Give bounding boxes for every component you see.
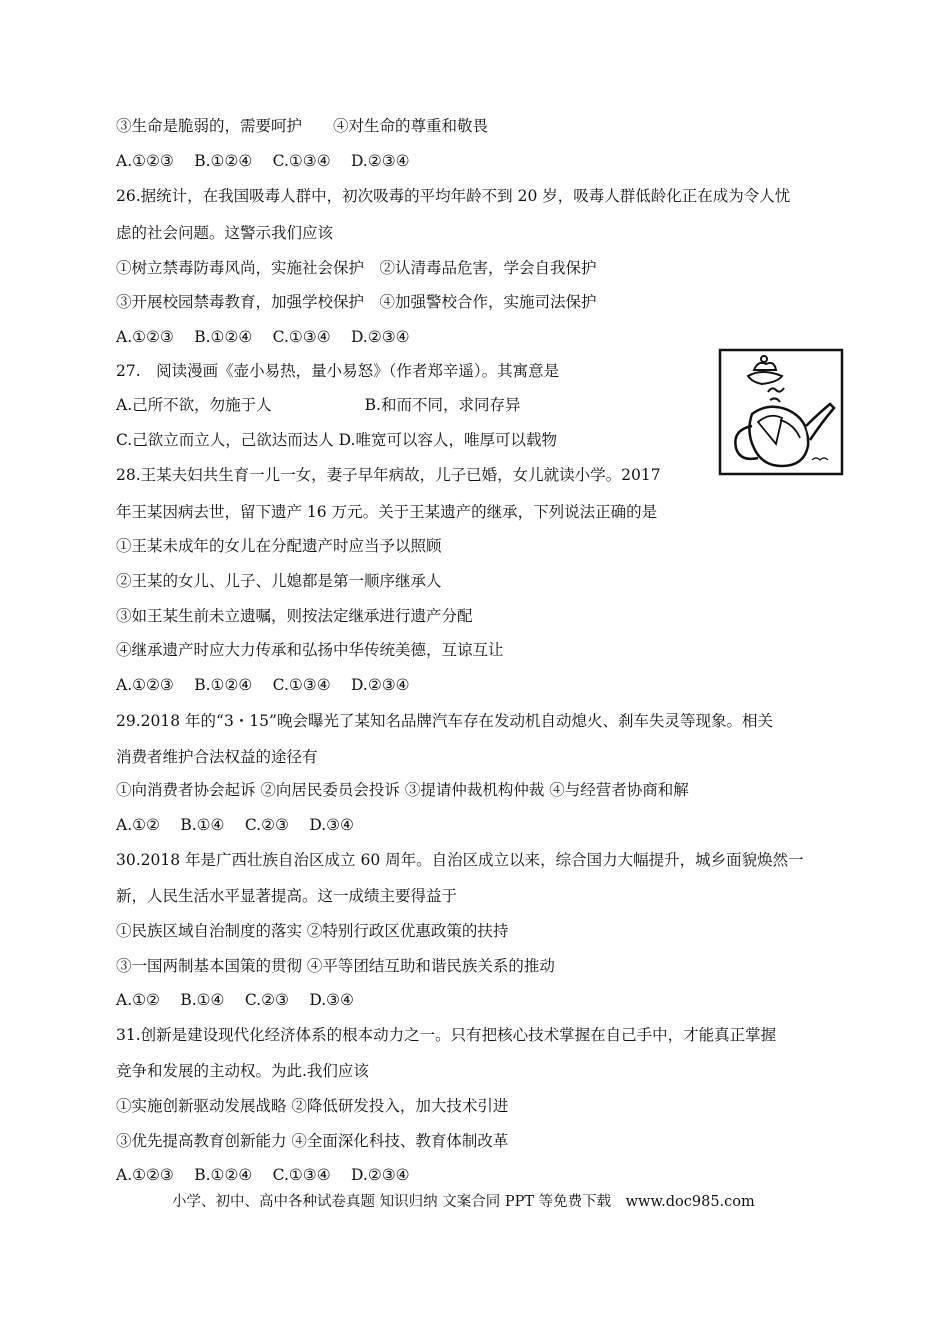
line-23: ①民族区域自治制度的落实 ②特别行政区优惠政策的扶持 — [116, 922, 509, 940]
line-3: 虑的社会问题。这警示我们应该 — [116, 224, 334, 242]
line-8: A.己所不欲，勿施于人 B.和而不同，求同存异 — [116, 396, 521, 414]
line-25: A.①② B.①④ C.②③ D.③④ — [116, 991, 354, 1009]
line-1: A.①②③ B.①②④ C.①③④ D.②③④ — [116, 152, 410, 170]
line-17: 29.2018 年的“3・15”晚会曝光了某知名品牌汽车存在发动机自动熄火、刹车失灵等现象。相关 — [116, 712, 773, 730]
line-10: 28.王某夫妇共生育一儿一女，妻子早年病故，儿子已婚，女儿就读小学。2017 — [116, 466, 661, 484]
line-4: ①树立禁毒防毒风尚，实施社会保护 ②认清毒品危害，学会自我保护 — [116, 259, 597, 277]
line-21: 30.2018 年是广西壮族自治区成立 60 周年。自治区成立以来，综合国力大幅提升，城乡面貌焕然一 — [116, 851, 804, 869]
line-26: 31.创新是建设现代化经济体系的根本动力之一。只有把核心技术掌握在自己手中，才能真正掌握 — [116, 1026, 777, 1044]
line-0: ③生命是脆弱的，需要呵护 ④对生命的尊重和敬畏 — [116, 117, 489, 135]
line-28: ①实施创新驱动发展战略 ②降低研发投入，加大技术引进 — [116, 1097, 509, 1115]
line-11: 年王某因病去世，留下遗产 16 万元。关于王某遗产的继承，下列说法正确的是 — [116, 503, 658, 521]
line-29: ③优先提高教育创新能力 ④全面深化科技、教育体制改革 — [116, 1132, 509, 1150]
line-14: ③如王某生前未立遗嘱，则按法定继承进行遗产分配 — [116, 607, 473, 625]
line-13: ②王某的女儿、儿子、儿媳都是第一顺序继承人 — [116, 572, 442, 590]
line-22: 新，人民生活水平显著提高。这一成绩主要得益于 — [116, 887, 458, 905]
line-7: 27. 阅读漫画《壶小易热，量小易怒》（作者郑辛遥）。其寓意是 — [116, 362, 560, 380]
line-30: A.①②③ B.①②④ C.①③④ D.②③④ — [116, 1166, 410, 1184]
line-15: ④继承遗产时应大力传承和弘扬中华传统美德，互谅互让 — [116, 641, 504, 659]
line-6: A.①②③ B.①②④ C.①③④ D.②③④ — [116, 328, 410, 346]
line-2: 26.据统计，在我国吸毒人群中，初次吸毒的平均年龄不到 20 岁，吸毒人群低龄化正在成为令人忧 — [116, 187, 791, 205]
teapot-cartoon — [718, 348, 844, 476]
line-5: ③开展校园禁毒教育，加强学校保护 ④加强警校合作，实施司法保护 — [116, 293, 597, 311]
line-20: A.①② B.①④ C.②③ D.③④ — [116, 816, 354, 834]
line-27: 竞争和发展的主动权。为此.我们应该 — [116, 1062, 369, 1080]
footer-text: 小学、初中、高中各种试卷真题 知识归纳 文案合同 PPT 等免费下载 www.doc985.com — [172, 1194, 755, 1210]
line-18: 消费者维护合法权益的途径有 — [116, 748, 318, 766]
line-12: ①王某未成年的女儿在分配遗产时应当予以照顾 — [116, 537, 442, 555]
line-19: ①向消费者协会起诉 ②向居民委员会投诉 ③提请仲裁机构仲裁 ④与经营者协商和解 — [116, 781, 689, 799]
line-16: A.①②③ B.①②④ C.①③④ D.②③④ — [116, 676, 410, 694]
line-9: C.己欲立而立人，己欲达而达人 D.唯宽可以容人，唯厚可以载物 — [116, 431, 557, 449]
line-24: ③一国两制基本国策的贯彻 ④平等团结互助和谐民族关系的推动 — [116, 957, 555, 975]
